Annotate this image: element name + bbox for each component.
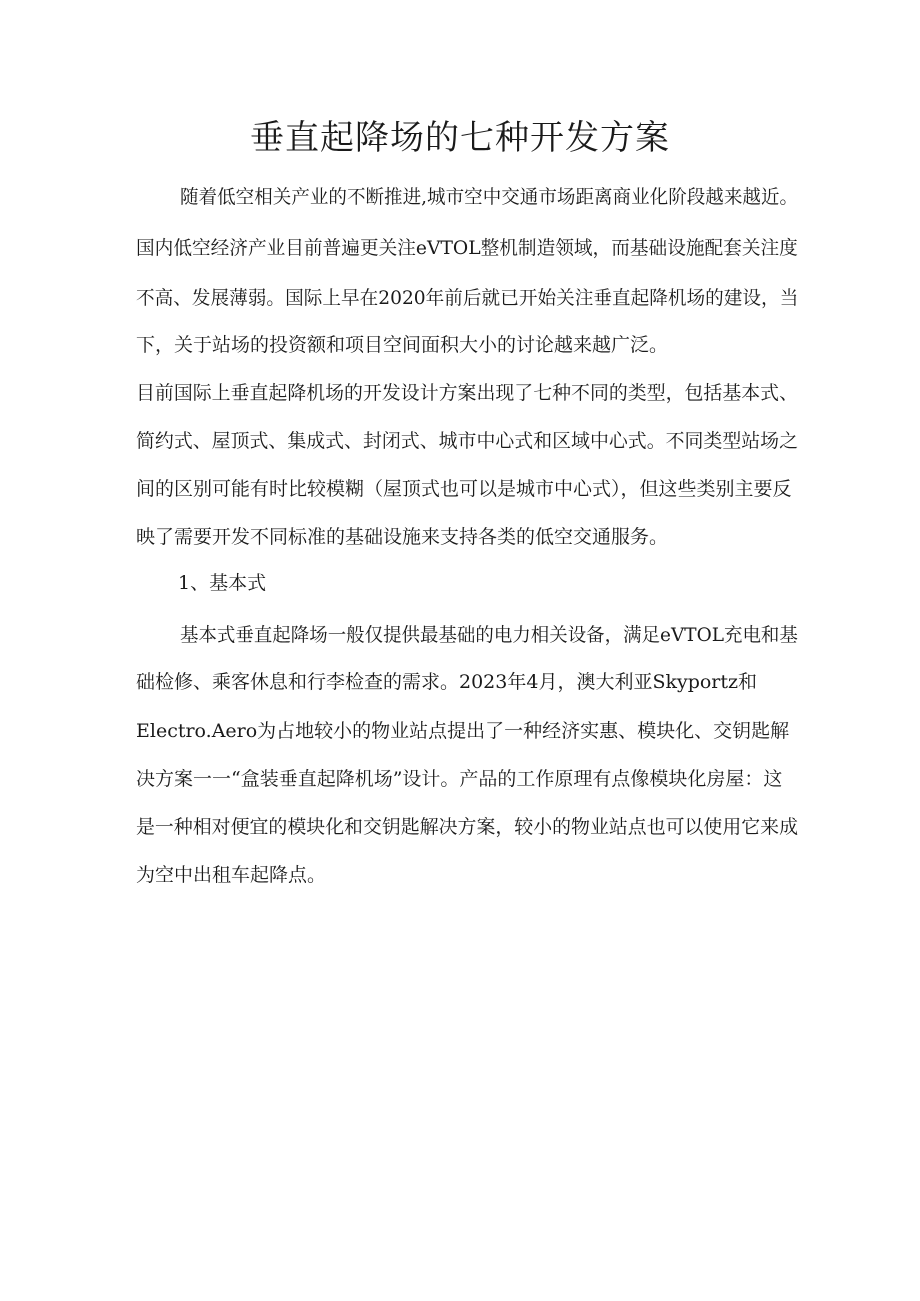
paragraph-line: Electro.Aero为占地较小的物业站点提出了一种经济实惠、模块化、交钥匙解 [136,720,790,742]
paragraph-line: 决方案一一“盒装垂直起降机场”设计。产品的工作原理有点像模块化房屋：这 [136,768,783,790]
paragraph-line: 国内低空经济产业目前普遍更关注eVTOL整机制造领域，而基础设施配套关注度 [136,237,798,259]
paragraph-line: 不高、发展薄弱。国际上早在2020年前后就已开始关注垂直起降机场的建设，当 [136,287,799,309]
paragraph-line: 随着低空相关产业的不断推进,城市空中交通市场距离商业化阶段越来越近。 [180,186,799,208]
paragraph-line: 下，关于站场的投资额和项目空间面积大小的讨论越来越广泛。 [136,334,669,356]
document-title: 垂直起降场的七种开发方案 [250,118,670,158]
paragraph-line: 是一种相对便宜的模块化和交钥匙解决方案，较小的物业站点也可以使用它来成 [136,816,799,838]
paragraph-line: 目前国际上垂直起降机场的开发设计方案出现了七种不同的类型，包括基本式、 [136,382,799,404]
paragraph-line: 映了需要开发不同标准的基础设施来支持各类的低空交通服务。 [136,526,669,548]
paragraph-line: 为空中出租车起降点。 [136,864,327,886]
paragraph-line: 础检修、乘客休息和行李检查的需求。2023年4月，澳大利亚Skyportz和 [136,671,758,693]
paragraph-line: 基本式垂直起降场一般仅提供最基础的电力相关设备，满足eVTOL充电和基 [180,624,798,646]
section-heading: 1、基本式 [178,572,267,594]
paragraph-line: 简约式、屋顶式、集成式、封闭式、城市中心式和区域中心式。不同类型站场之 [136,430,799,452]
paragraph-line: 间的区别可能有时比较模糊（屋顶式也可以是城市中心式），但这些类别主要反 [136,478,792,500]
